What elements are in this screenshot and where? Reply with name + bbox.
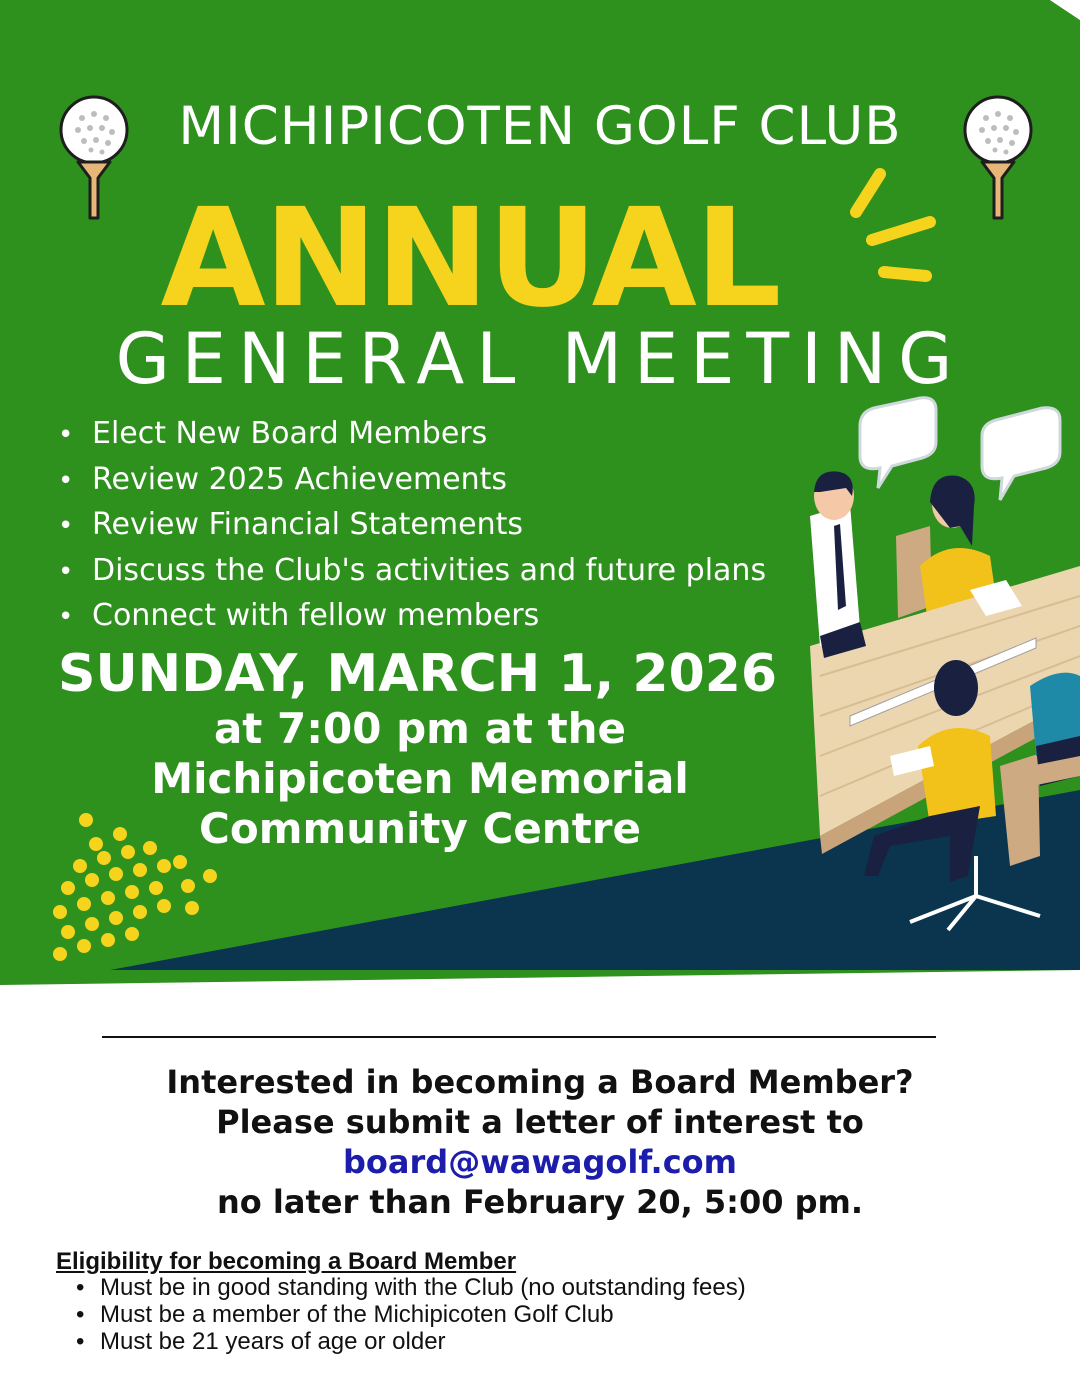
meeting-illustration (800, 396, 1080, 936)
call-to-action (0, 1062, 1080, 1222)
eligibility-item: • Must be 21 years of age or older (100, 1328, 746, 1355)
venue-line: Michipicoten Memorial (151, 754, 689, 803)
speech-bubble-icon (982, 408, 1060, 500)
general-meeting-heading: GENERAL MEETING (115, 318, 965, 400)
cta-line: Interested in becoming a Board Member? (166, 1063, 914, 1101)
contact-email-link[interactable]: board@wawagolf.com (343, 1143, 737, 1181)
agenda-list (58, 412, 766, 640)
agenda-item: • Review Financial Statements (58, 503, 766, 549)
cta-line: no later than February 20, 5:00 pm. (216, 1183, 864, 1221)
venue-line: at 7:00 pm at the (213, 704, 627, 753)
cta-line: Please submit a letter of interest to (216, 1103, 864, 1141)
eligibility-item: • Must be in good standing with the Club (no outstanding fees) (100, 1274, 746, 1301)
divider-line (102, 1036, 936, 1038)
venue-line: Community Centre (199, 804, 641, 853)
eligibility-item: • Must be a member of the Michipicoten Golf Club (100, 1301, 746, 1328)
club-name: MICHIPICOTEN GOLF CLUB (178, 96, 902, 157)
eligibility-title: Eligibility for becoming a Board Member (56, 1248, 517, 1275)
annual-heading: ANNUAL (160, 180, 780, 338)
agenda-item: • Discuss the Club's activities and future plans (58, 549, 766, 595)
agenda-item: • Review 2025 Achievements (58, 458, 766, 504)
speech-bubble-icon (860, 398, 936, 488)
yellow-dots-decoration (40, 808, 230, 973)
eligibility-list (100, 1274, 746, 1355)
agenda-item: • Connect with fellow members (58, 594, 766, 640)
agenda-item: • Elect New Board Members (58, 412, 766, 458)
event-date: SUNDAY, MARCH 1, 2026 (58, 644, 778, 704)
